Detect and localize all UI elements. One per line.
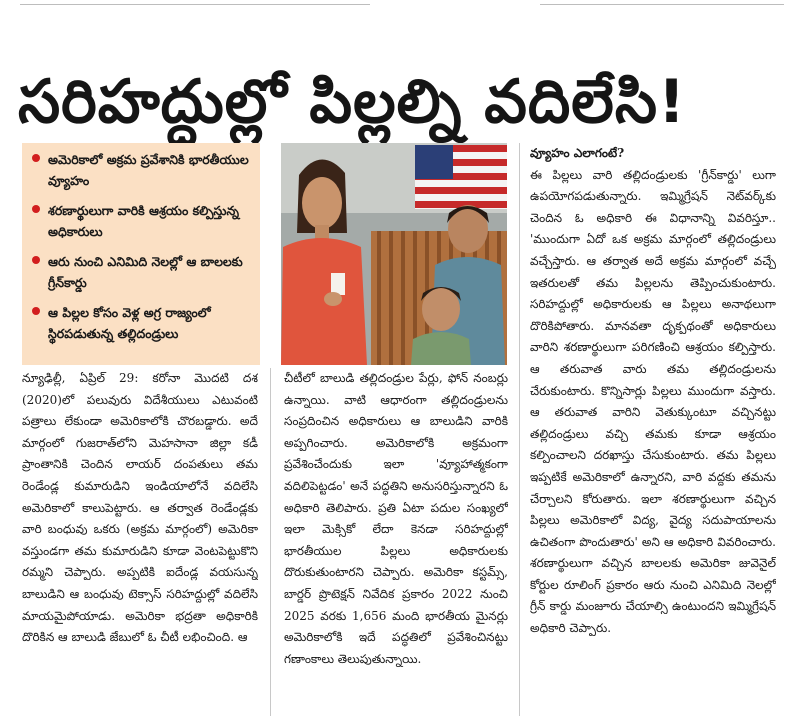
top-rule-right bbox=[540, 4, 784, 5]
highlight-item bbox=[32, 251, 254, 293]
highlight-item bbox=[32, 149, 254, 191]
article-column-3 bbox=[530, 143, 776, 703]
highlight-text: ఆరు నుంచి ఎనిమిది నెలల్లో ఆ బాలలకు గ్రీన్‌కార్డు bbox=[48, 254, 243, 290]
highlight-text: శరణార్థులుగా వారికి ఆశ్రయం కల్పిస్తున్న అధికారులు bbox=[48, 203, 239, 239]
us-flag-icon bbox=[415, 145, 507, 209]
column-divider bbox=[519, 143, 520, 716]
article-photo bbox=[281, 143, 507, 365]
column-divider bbox=[270, 368, 271, 716]
highlight-text: అమెరికాలో అక్రమ ప్రవేశానికి భారతీయుల వ్యూహం bbox=[48, 152, 249, 188]
article-column-1 bbox=[22, 368, 258, 716]
top-edge-strip bbox=[0, 0, 800, 10]
bullet-dot-icon bbox=[32, 205, 40, 213]
article-headline: సరిహద్దుల్లో పిల్లల్ని వదిలేసి! bbox=[18, 67, 687, 138]
column-1-text: న్యూఢిల్లీ, ఏప్రిల్ 29: కరోనా మొదటి దశ (2020)లో పలువురు విదేశీయులు ఎటువంటి పత్రాలు లేకుండా అమెరికాలోకి చొరబడ్డారు. అదే మార్గంలో గుజరాత్‌లోని మెహసానా జిల్లా కడీ ప్రాంతానికి చెందిన లాయర్ దంపతులు తమ రెండేండ్ల కుమారుడిని ఇండియాలోనే వదిలేసి అమెరికాలో కాలుపెట్టారు. ఆ తర్వాత రెండేండ్లకు వారి బంధువు ఒకరు (అక్రమ మార్గంలో) అమెరికా వస్తుండగా తమ కుమారుడిని కూడా వెంటపెట్టుకొని రమ్మని చెప్పారు. అప్పటికి ఐదేండ్ల వయసున్న బాలుడిని ఆ బంధువు టెక్సాస్ సరిహద్దుల్లో వదిలేసి మాయమైపోయాడు. అమెరికా భద్రతా అధికారికి దొరికిన ఆ బాలుడి జేబులో ఓ చీటీ లభించింది. ఆ bbox=[22, 371, 258, 645]
section-subheading: వ్యూహం ఎలాగంటే? bbox=[530, 146, 625, 160]
children-at-border-illustration bbox=[281, 143, 507, 365]
highlight-item bbox=[32, 302, 254, 344]
top-rule-left bbox=[20, 4, 370, 5]
column-3-text: ఈ పిల్లలు వారి తల్లిదండ్రులకు 'గ్రీన్‌కార్డు' లుగా ఉపయోగపడుతున్నారు. ఇమ్మిగ్రేషన్ నెట్‌వర్క్‌కు చెందిన ఓ అధికారి ఈ విధానాన్ని వివరిస్తూ.. 'ముందుగా ఏదో ఒక అక్రమ మార్గంలో తల్లిదండ్రులు వచ్చేస్తారు. ఆ తర్వాత అదే అక్రమ మార్గంలో వచ్చే ఇతరులతో తమ పిల్లలను తెప్పించుకుంటారు. సరిహద్దుల్లో అధికారులకు ఆ పిల్లలు అనాథలుగా దొరికిపోతారు. మానవతా దృక్పథంతో అధికారులు వారిని శరణార్థులుగా పరిగణించి ఆశ్రయం కల్పిస్తారు. ఆ తరువాత వారు తమ తల్లిదండ్రులను చేరుకుంటారు. కొన్నిసార్లు పిల్లలు ముందుగా వస్తారు. ఆ తరువాత వారిని వెతుక్కుంటూ వచ్చినట్టు తల్లిదండ్రులు వచ్చి తమకు కూడా ఆశ్రయం కల్పించాలని దరఖాస్తు చేసుకుంటారు. తమ పిల్లలు ఇప్పటికే అమెరికాలో ఉన్నారని, వారి వద్దకు తమను చేర్చాలని కోరుతారు. ఇలా శరణార్థులుగా వచ్చిన పిల్లలు అమెరికాలో విద్య, వైద్య సదుపాయాలను ఉచితంగా పొందుతారు' అని ఆ అధికారి వివరించారు. శరణార్థులుగా వచ్చిన బాలలకు అమెరికా జువెనైల్ కోర్టుల రూలింగ్ ప్రకారం ఆరు నుంచి ఎనిమిది నెలల్లో గ్రీన్ కార్డు మంజూరు చేయాల్సి ఉంటుందని ఇమ్మిగ్రేషన్ అధికారి చెప్పారు. bbox=[530, 167, 776, 636]
highlights-box bbox=[22, 143, 260, 365]
highlight-text: ఆ పిల్లల కోసం వెళ్ల అగ్ర రాజ్యంలో స్థిరపడుతున్న తల్లిదండ్రులు bbox=[48, 305, 211, 341]
column-2-text: చీటీలో బాలుడి తల్లిదండ్రుల పేర్లు, ఫోన్ నంబర్లు ఉన్నాయి. వాటి ఆధారంగా తల్లిదండ్రులను సంప్రదించిన అధికారులు ఆ బాలుడిని వారికి అప్పగించారు. అమెరికాలోకి అక్రమంగా ప్రవేశించేందుకు ఇలా 'వ్యూహాత్మకంగా వదిలిపెట్టడం' అనే పద్ధతిని అనుసరిస్తున్నారని ఓ అధికారి తెలిపారు. ప్రతి ఏటా పదుల సంఖ్యలో ఇలా మెక్సికో లేదా కెనడా సరిహద్దుల్లో భారతీయుల పిల్లలు అధికారులకు దొరుకుతుంటారని చెప్పారు. అమెరికా కస్టమ్స్, బార్డర్ ప్రొటెక్షన్ నివేదిక ప్రకారం 2022 నుంచి 2025 వరకు 1,656 మంది భారతీయ మైనర్లు అమెరికాలోకి ఇదే పద్ధతిలో ప్రవేశించినట్టు గణాంకాలు తెలుపుతున్నాయి. bbox=[284, 371, 508, 666]
highlight-item bbox=[32, 200, 254, 242]
bullet-dot-icon bbox=[32, 307, 40, 315]
bullet-dot-icon bbox=[32, 256, 40, 264]
article-column-2 bbox=[284, 368, 508, 716]
bullet-dot-icon bbox=[32, 154, 40, 162]
